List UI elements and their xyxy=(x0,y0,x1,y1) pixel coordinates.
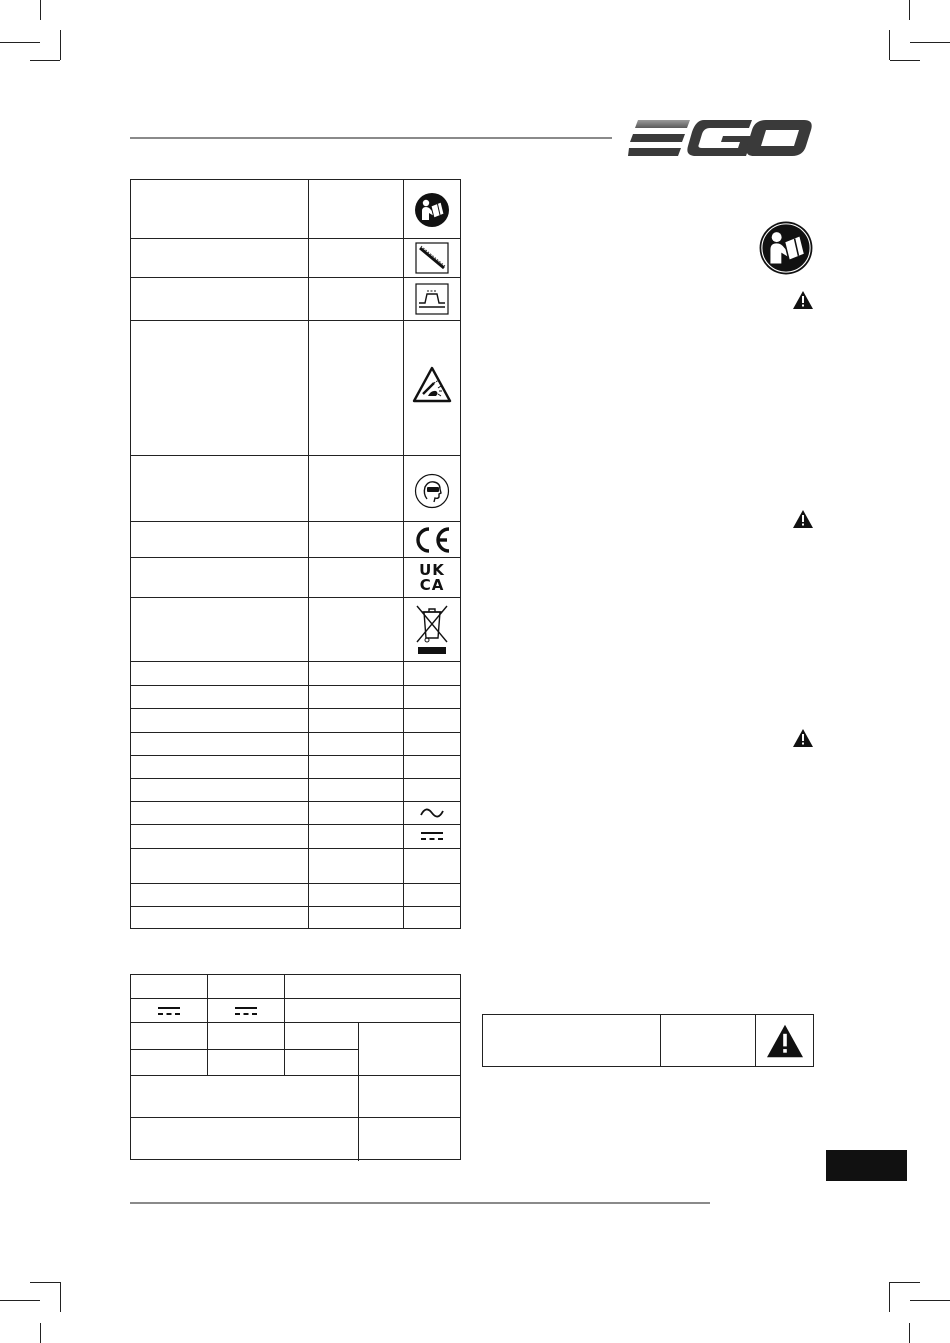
table-row xyxy=(131,848,460,849)
symbols-table xyxy=(130,179,461,929)
alternating-current-icon xyxy=(411,802,453,823)
chain-bar-icon xyxy=(411,241,453,275)
read-manual-icon xyxy=(411,190,453,230)
ukca-line-2: CA xyxy=(419,576,445,594)
weee-bin-icon xyxy=(411,601,453,657)
table-row xyxy=(131,320,460,321)
chain-direction-icon xyxy=(411,280,453,318)
ukca-mark-icon xyxy=(411,559,453,597)
ego-logo xyxy=(628,118,812,158)
column-divider xyxy=(308,180,309,928)
table-row xyxy=(131,1049,358,1050)
column-divider xyxy=(403,180,404,928)
cut-hazard-warning-icon xyxy=(411,360,453,410)
column-divider xyxy=(207,975,208,1075)
table-row xyxy=(131,732,460,733)
table-row xyxy=(131,597,460,598)
direct-current-icon xyxy=(411,825,453,847)
table-row xyxy=(131,778,460,779)
table-row xyxy=(131,277,460,278)
header-rule xyxy=(130,137,612,139)
table-row xyxy=(131,755,460,756)
warning-triangle-icon xyxy=(792,290,814,310)
warning-box xyxy=(482,1014,814,1067)
warning-triangle-icon xyxy=(792,728,814,748)
table-row xyxy=(131,238,460,239)
wear-eye-protection-icon xyxy=(411,470,453,512)
table-row xyxy=(131,708,460,709)
table-row xyxy=(131,1022,460,1023)
read-manual-icon xyxy=(758,220,814,276)
table-row xyxy=(131,883,460,884)
column-divider xyxy=(660,1015,661,1066)
table-row xyxy=(131,906,460,907)
table-row xyxy=(131,1075,460,1076)
table-row xyxy=(131,557,460,558)
page-tab xyxy=(826,1150,907,1181)
footer-rule xyxy=(130,1202,710,1204)
table-row xyxy=(131,685,460,686)
warning-triangle-icon xyxy=(792,509,814,529)
table-row xyxy=(131,455,460,456)
ce-mark-icon xyxy=(411,523,453,557)
column-divider xyxy=(358,1022,359,1161)
direct-current-icon xyxy=(131,999,207,1022)
table-row xyxy=(131,521,460,522)
spec-table xyxy=(130,974,461,1160)
table-row xyxy=(131,1117,460,1118)
warning-triangle-icon xyxy=(756,1015,813,1066)
ukca-line-1: UK xyxy=(419,561,445,579)
table-row xyxy=(131,661,460,662)
column-divider xyxy=(284,975,285,1075)
direct-current-icon xyxy=(207,999,284,1022)
